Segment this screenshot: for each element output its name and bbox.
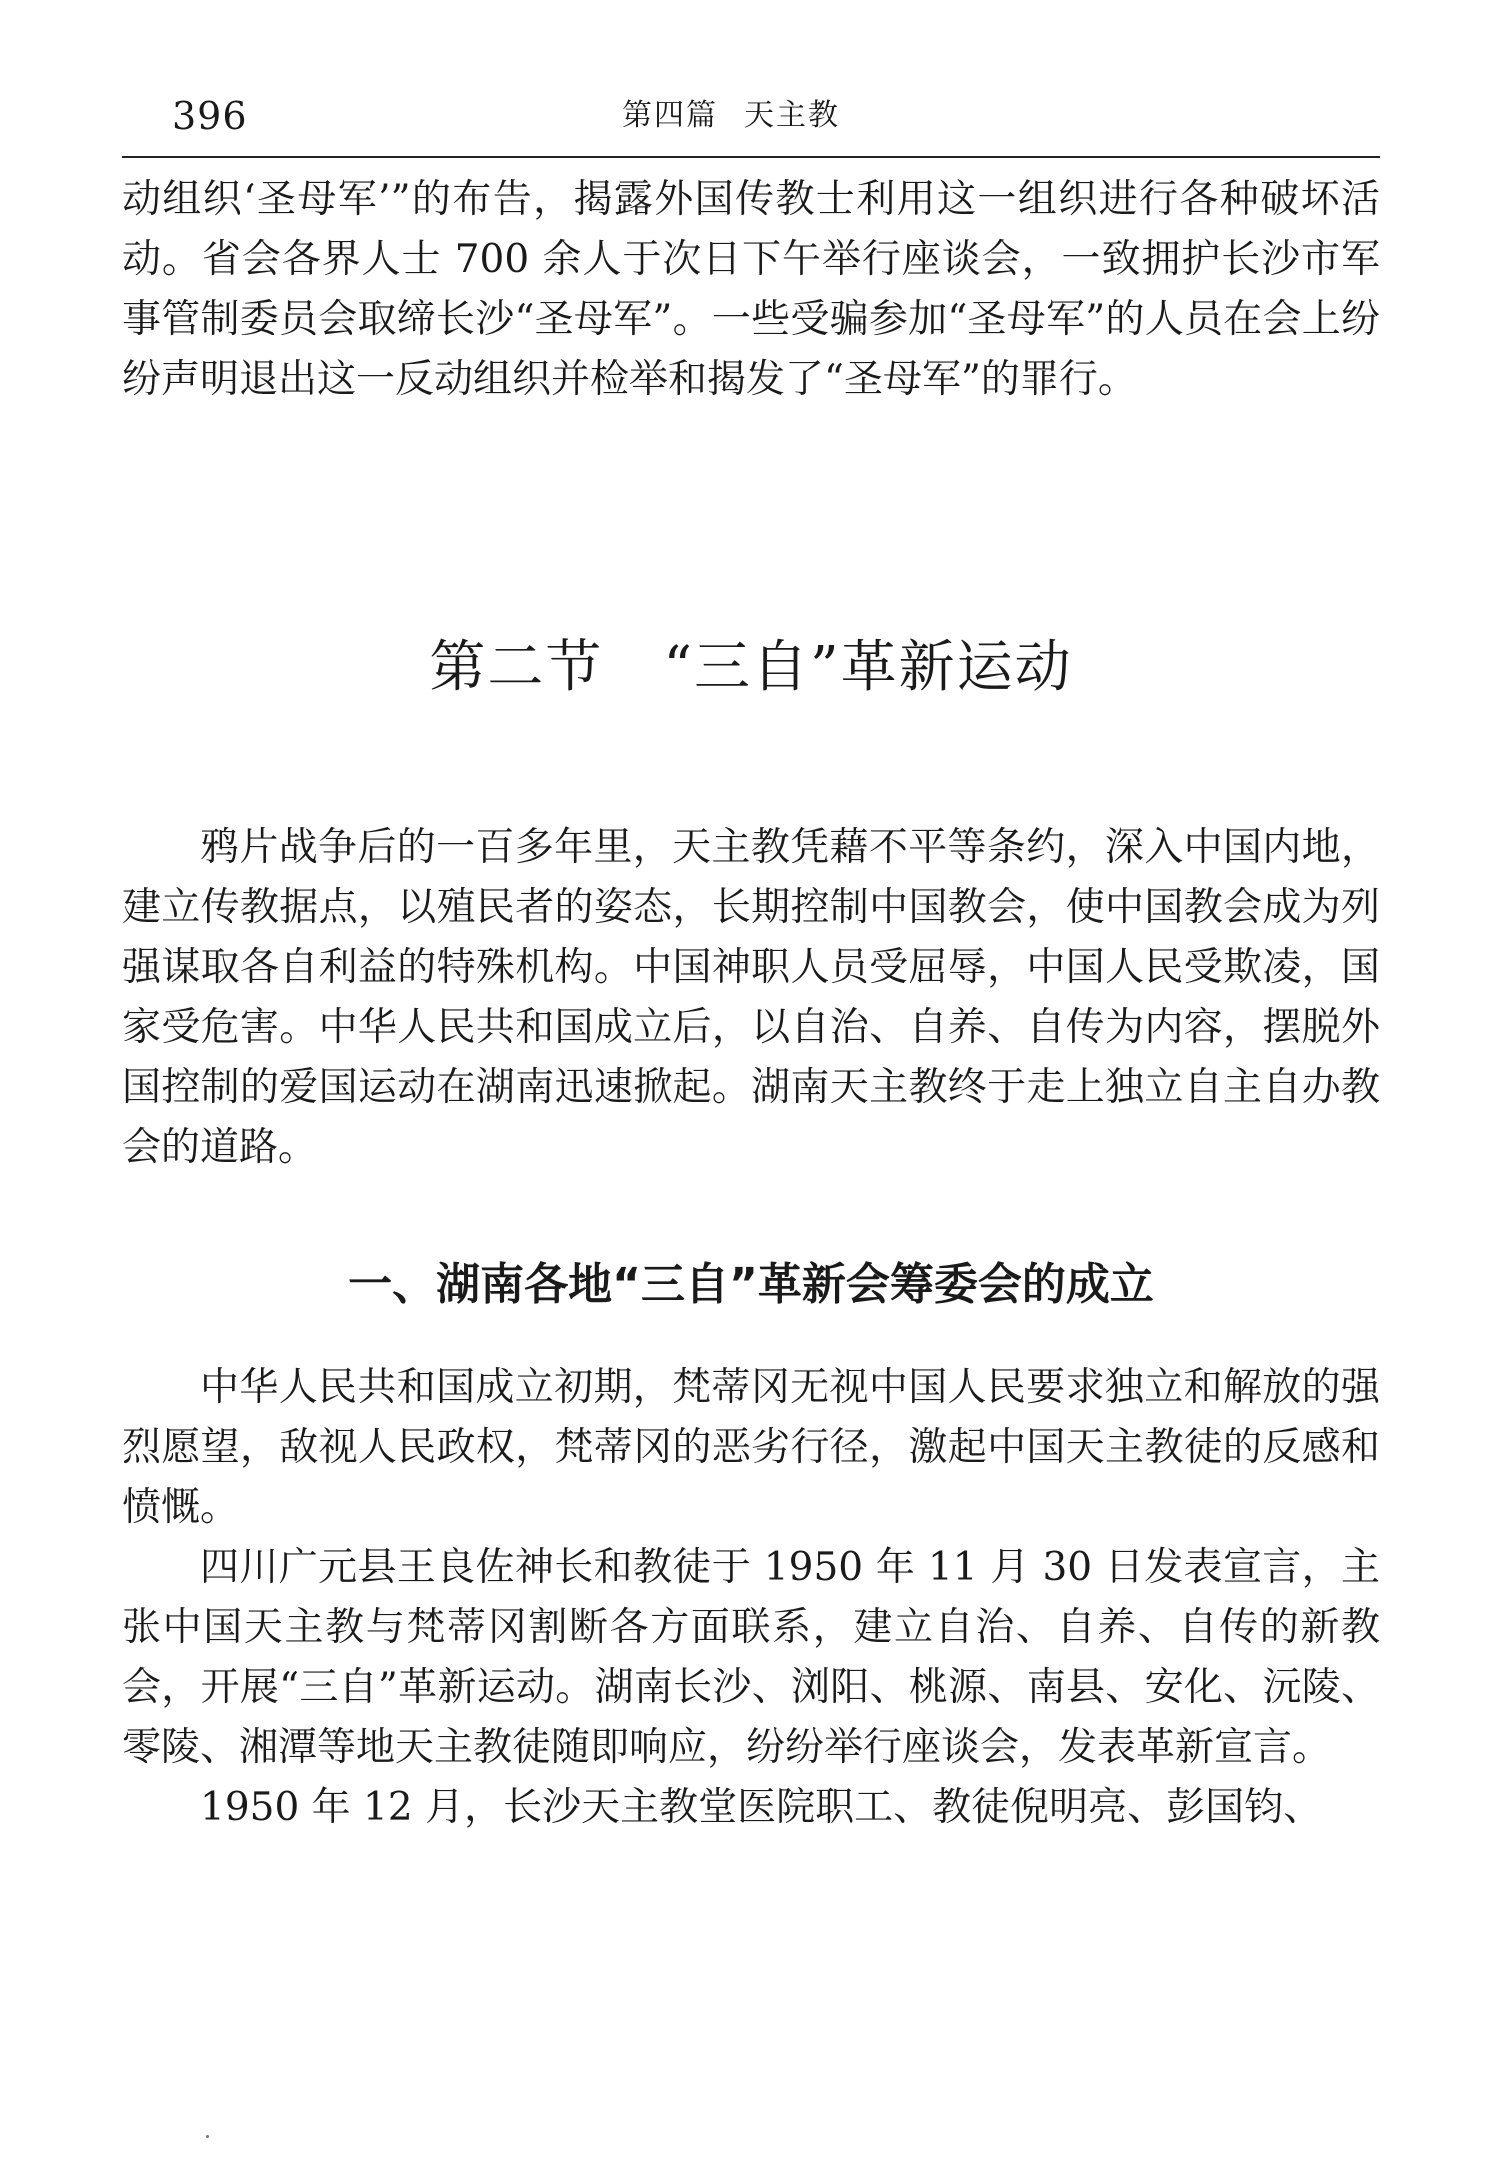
running-header — [122, 92, 1380, 158]
intro-paragraph-block — [122, 170, 1380, 410]
subsection-paragraph-3: 1950 年 12 月，长沙天主教堂医院职工、教徒倪明亮、彭国钧、 — [200, 1785, 1323, 1830]
intro-paragraph: 动组织‘圣母军’”的布告，揭露外国传教士利用这一组织进行各种破坏活动。省会各界人士 700 余人于次日下午举行座谈会，一致拥护长沙市军事管制委员会取缔长沙“圣母军”。一些受骗参加“圣母军”的人员在会上纷纷声明退出这一反动组织并检举和揭发了“圣母军”的罪行。 — [122, 177, 1380, 402]
section-number: 第二节 — [429, 635, 604, 700]
part-title: 天主教 — [744, 98, 840, 133]
subsection-body — [122, 1358, 1380, 1838]
part-label: 第四篇 — [622, 98, 718, 133]
running-title — [622, 96, 840, 136]
page-number: 396 — [172, 94, 248, 138]
scan-speck — [206, 2135, 209, 2138]
subsection-paragraph-2: 四川广元县王良佐神长和教徒于 1950 年 11 月 30 日发表宣言，主张中国天主教与梵蒂冈割断各方面联系，建立自治、自养、自传的新教会，开展“三自”革新运动。湖南长沙、浏阳、桃源、南县、安化、沅陵、零陵、湘潭等地天主教徒随即响应，纷纷举行座谈会，发表革新宣言。 — [122, 1545, 1380, 1770]
section-title — [122, 628, 1380, 708]
section-paragraph: 鸦片战争后的一百多年里，天主教凭藉不平等条约，深入中国内地，建立传教据点，以殖民者的姿态，长期控制中国教会，使中国教会成为列强谋取各自利益的特殊机构。中国神职人员受屈辱，中国人民受欺凌，国家受危害。中华人民共和国成立后，以自治、自养、自传为内容，摆脱外国控制的爱国运动在湖南迅速掀起。湖南天主教终于走上独立自主自办教会的道路。 — [122, 825, 1380, 1170]
subsection-paragraph-1: 中华人民共和国成立初期，梵蒂冈无视中国人民要求独立和解放的强烈愿望，敌视人民政权，梵蒂冈的恶劣行径，激起中国天主教徒的反感和愤慨。 — [122, 1365, 1380, 1530]
section-name: “三自”革新运动 — [663, 635, 1073, 700]
section-intro-block — [122, 818, 1380, 1178]
subsection-title: 一、湖南各地“三自”革新会筹委会的成立 — [348, 1259, 1154, 1310]
